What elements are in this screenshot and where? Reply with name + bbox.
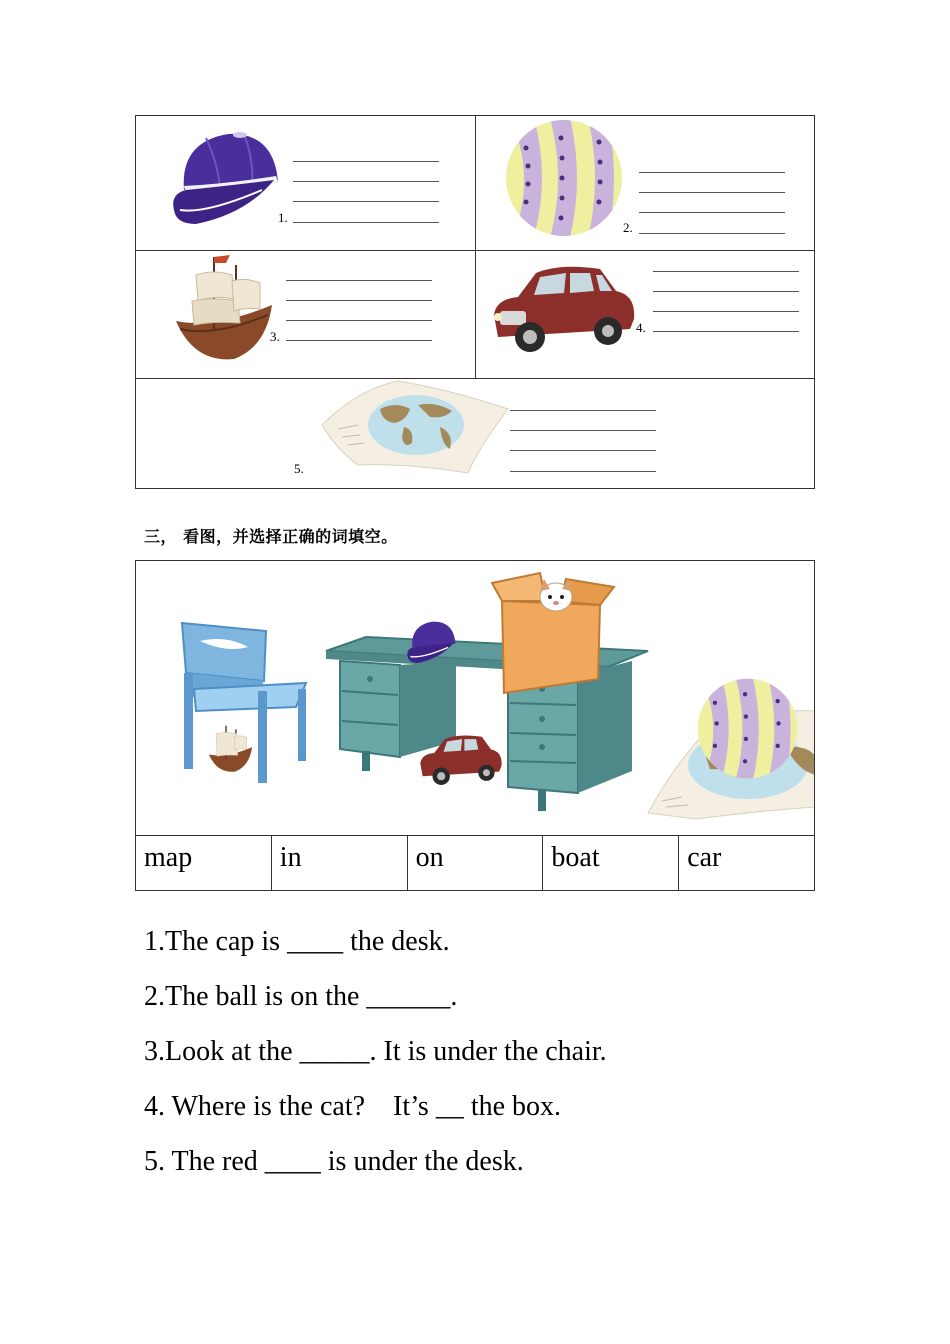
writing-line[interactable] bbox=[286, 300, 432, 301]
fill-blank-sentence: 5. The red ____ is under the desk. bbox=[144, 1146, 524, 1177]
fill-blank-sentence: 2.The ball is on the ______. bbox=[144, 981, 458, 1012]
word-bank-item: car bbox=[687, 842, 722, 873]
item-cell-4 bbox=[476, 251, 815, 378]
writing-line[interactable] bbox=[639, 192, 785, 193]
fill-blank-sentence: 4. Where is the cat? It’s __ the box. bbox=[144, 1091, 562, 1122]
writing-line[interactable] bbox=[510, 430, 656, 431]
fill-blank-sentence: 3.Look at the _____. It is under the chair. bbox=[144, 1036, 607, 1067]
writing-line[interactable] bbox=[286, 340, 432, 341]
writing-line[interactable] bbox=[653, 331, 799, 332]
item-number: 1. bbox=[278, 210, 288, 225]
word-bank-item: map bbox=[136, 836, 272, 890]
writing-line[interactable] bbox=[286, 280, 432, 281]
scene-picture bbox=[135, 560, 815, 836]
map-icon bbox=[318, 379, 510, 475]
section-heading: 三， 看图，并选择正确的词填空。 bbox=[144, 527, 398, 546]
writing-line[interactable] bbox=[293, 201, 439, 202]
writing-line[interactable] bbox=[293, 222, 439, 223]
boat-icon bbox=[209, 726, 252, 772]
vocabulary-writing-grid bbox=[135, 115, 815, 489]
car-icon bbox=[490, 259, 638, 355]
writing-line[interactable] bbox=[510, 471, 656, 472]
item-cell-1 bbox=[136, 116, 475, 250]
writing-line[interactable] bbox=[286, 320, 432, 321]
writing-line[interactable] bbox=[293, 181, 439, 182]
writing-line[interactable] bbox=[510, 450, 656, 451]
item-number: 3. bbox=[270, 329, 280, 344]
item-cell-3 bbox=[136, 251, 475, 378]
writing-line[interactable] bbox=[639, 212, 785, 213]
cap-icon bbox=[166, 124, 281, 229]
writing-line[interactable] bbox=[653, 311, 799, 312]
writing-line[interactable] bbox=[639, 233, 785, 234]
fill-blank-sentence: 1.The cap is ____ the desk. bbox=[144, 926, 450, 957]
word-bank-item: on bbox=[408, 836, 544, 890]
writing-line[interactable] bbox=[293, 161, 439, 162]
word-bank bbox=[135, 835, 815, 891]
item-number: 2. bbox=[623, 220, 633, 235]
scene-illustration bbox=[136, 561, 815, 836]
writing-line[interactable] bbox=[653, 271, 799, 272]
word-bank-item: in bbox=[272, 836, 408, 890]
ball-icon bbox=[504, 118, 626, 238]
cat-icon bbox=[540, 579, 572, 611]
boat-icon bbox=[174, 251, 274, 363]
item-cell-5 bbox=[136, 379, 815, 489]
word-bank-item: boat bbox=[543, 836, 679, 890]
writing-line[interactable] bbox=[510, 410, 656, 411]
item-cell-2 bbox=[476, 116, 815, 250]
desk-icon bbox=[326, 637, 648, 811]
item-number: 4. bbox=[636, 320, 646, 335]
writing-line[interactable] bbox=[653, 291, 799, 292]
writing-line[interactable] bbox=[639, 172, 785, 173]
item-number: 5. bbox=[294, 461, 304, 476]
